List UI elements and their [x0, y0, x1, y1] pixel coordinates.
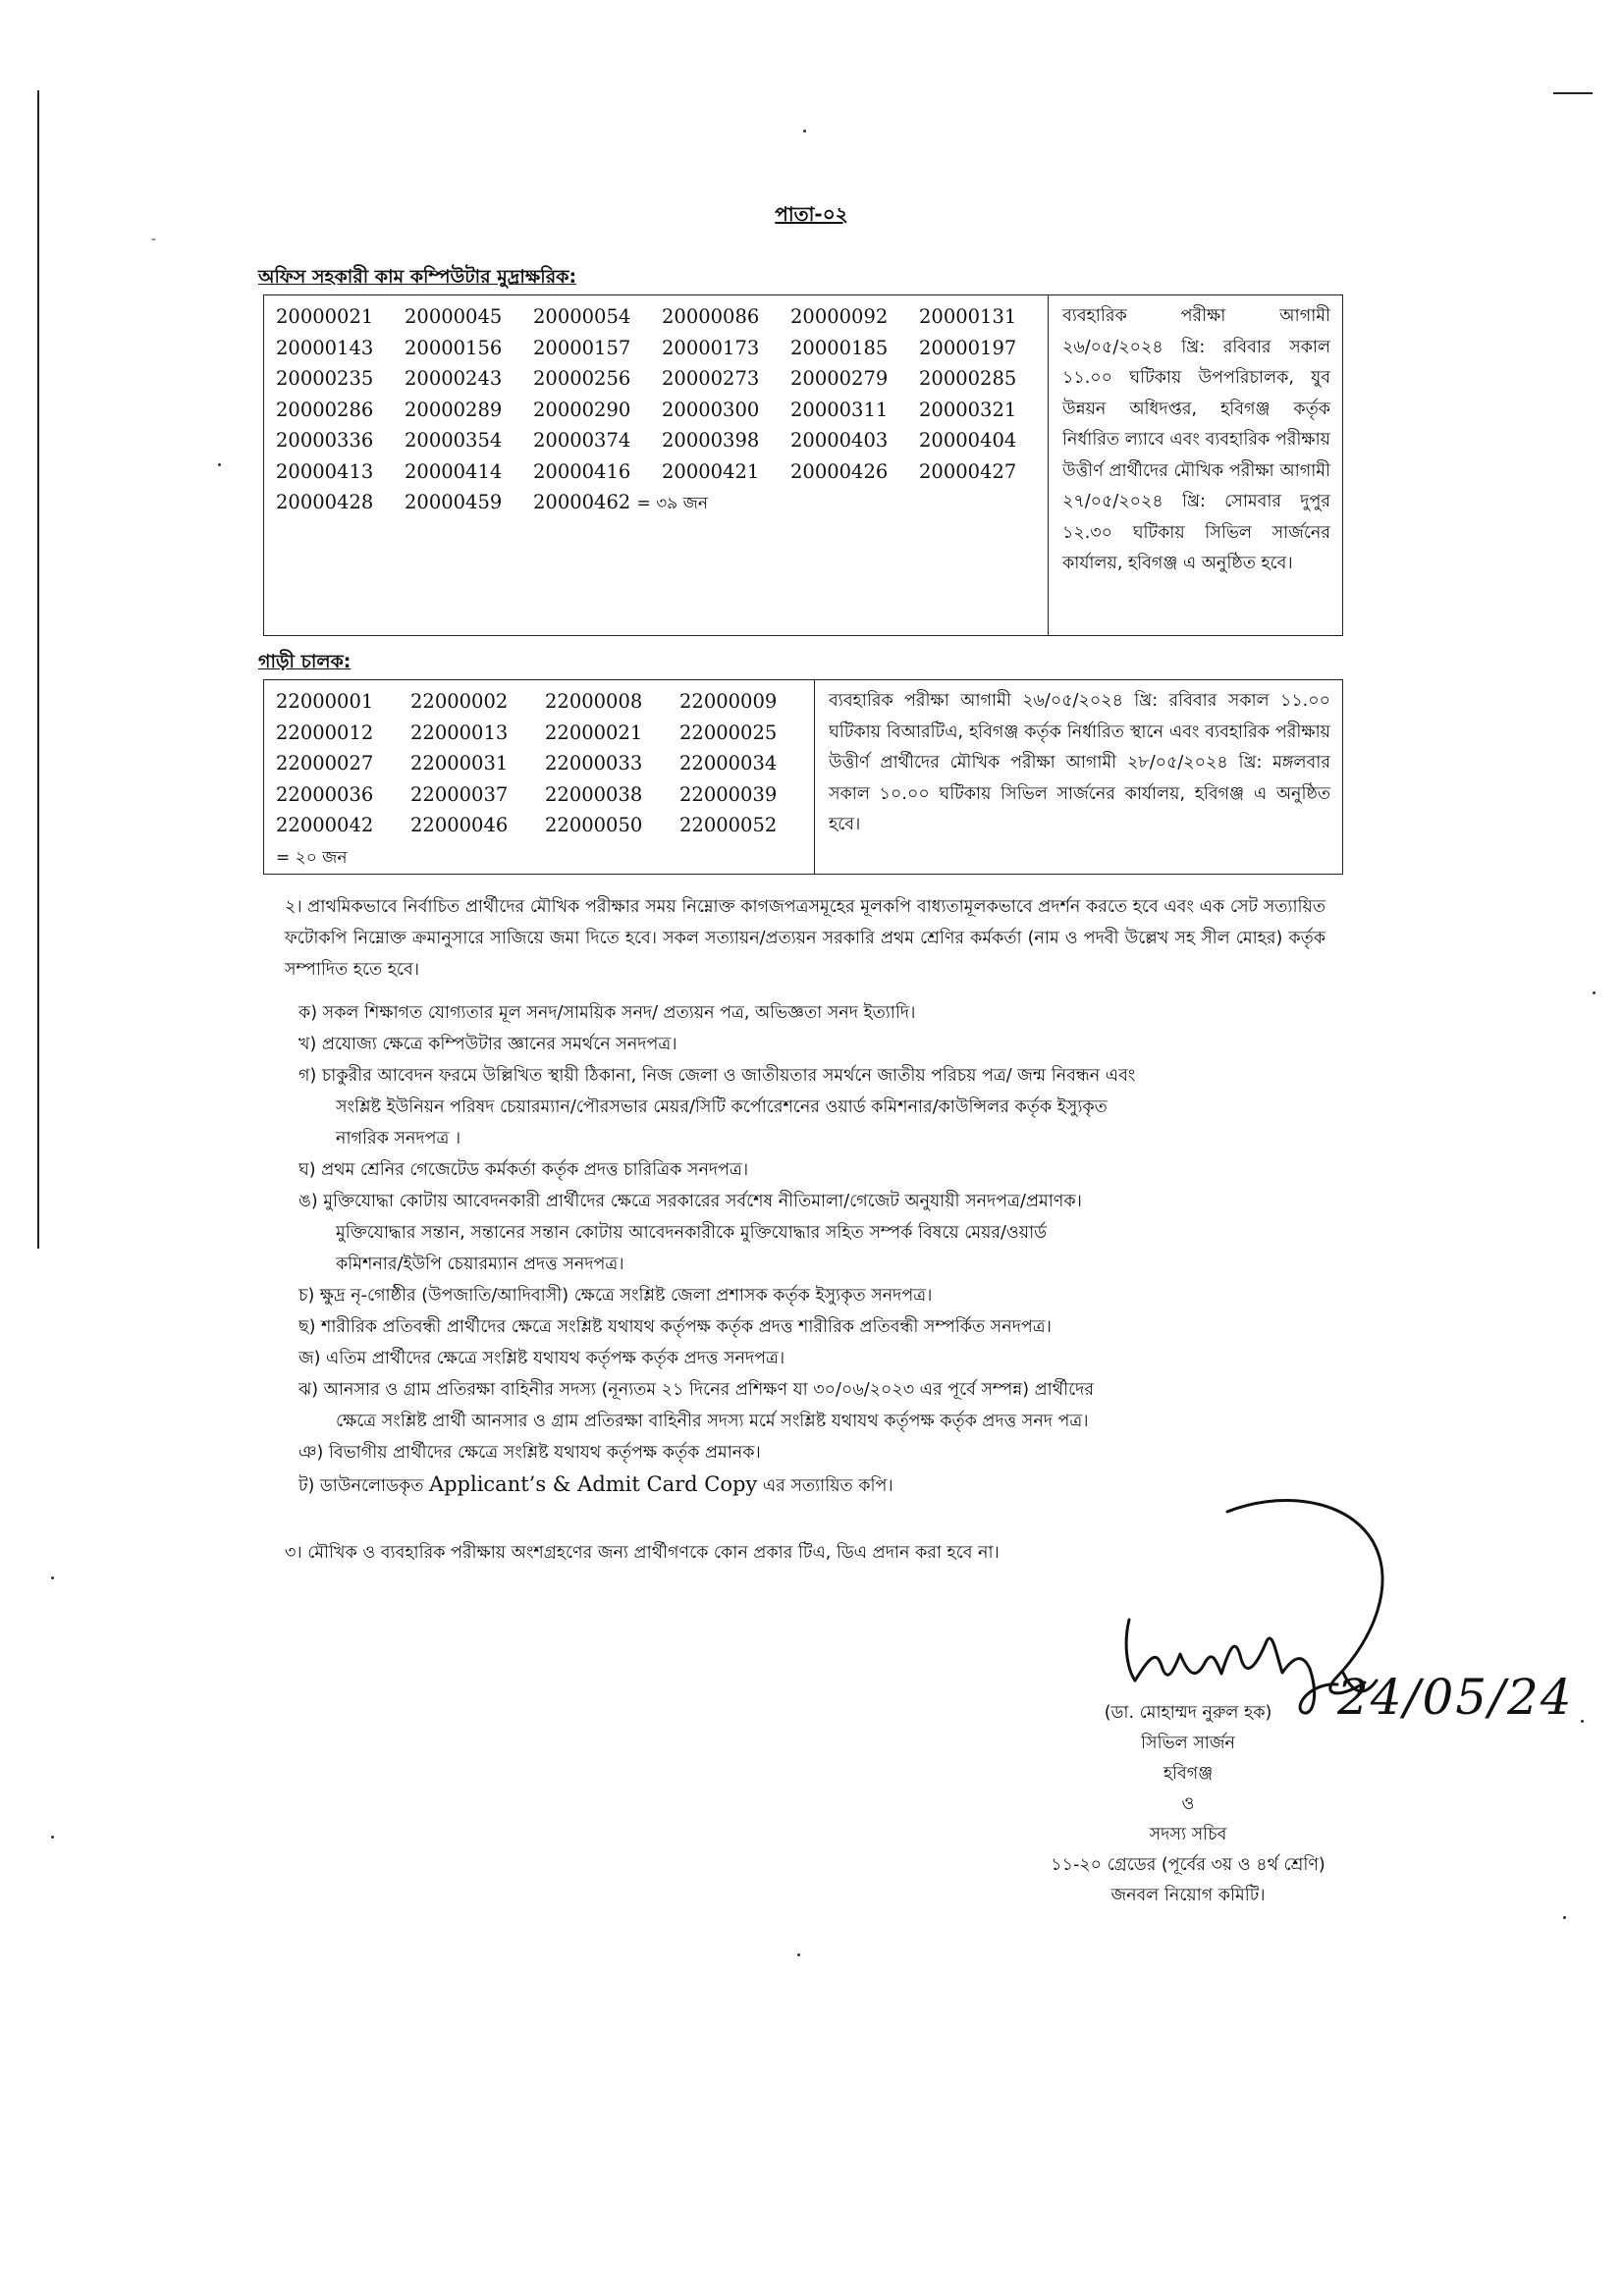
handwritten-date: 24/05/24 — [1337, 1669, 1574, 1726]
documents-instruction-paragraph: ২। প্রাথমিকভাবে নির্বাচিত প্রার্থীদের মৌখিক পরীক্ষার সময় নিম্নোক্ত কাগজপত্রসমূহের মূলকপি বাধ্যতামূলকভাবে প্রদর্শন করতে হবে এবং এক সেট সত্যায়িত ফটোকপি নিম্নোক্ত ক্রমানুসারে সাজিয়ে জমা দিতে হবে। সকল সত্যায়ন/প্রত্যয়ন সরকারি প্রথম শ্রেণির কর্মকর্তা (নাম ও পদবী উল্লেখ সহ সীল মোহর) কর্তৃক সম্পাদিত হতে হবে। — [285, 897, 1325, 980]
roll-number: 20000374 — [533, 429, 631, 452]
roll-number: 20000311 — [790, 398, 889, 421]
roll-number: 22000002 — [410, 690, 509, 713]
schedule-note-cell — [815, 680, 1343, 875]
roll-number: 20000143 — [276, 336, 374, 359]
roll-number: 22000021 — [545, 721, 643, 744]
driver-table — [263, 679, 1343, 875]
roll-row — [276, 395, 1048, 426]
roll-number: 20000428 — [276, 491, 374, 513]
candidate-count: = ৩৯ জন — [636, 494, 708, 513]
roll-number: 20000300 — [662, 398, 760, 421]
office-assistant-table — [263, 294, 1343, 636]
signatory-office: হবিগঞ্জ — [1163, 1764, 1214, 1784]
list-item-suffix: এর সত্যায়িত কপি। — [762, 1476, 893, 1496]
roll-number: 20000021 — [276, 305, 374, 328]
scan-speck — [218, 463, 221, 466]
list-item: ঙ) মুক্তিযোদ্ধা কোটায় আবেদনকারী প্রার্থীদের ক্ষেত্রে সরকারের সর্বশেষ নীতিমালা/গেজেট অনুযায়ী সনদপত্র/প্রমাণক। — [298, 1192, 1082, 1211]
roll-number: 22000034 — [679, 752, 778, 774]
roll-number: 22000038 — [545, 782, 643, 806]
roll-number: 22000031 — [410, 752, 509, 774]
scan-speck — [51, 1576, 54, 1579]
page-title-text: পাতা-০২ — [775, 202, 848, 226]
roll-number: 20000156 — [405, 336, 503, 359]
roll-number: 20000235 — [276, 367, 374, 390]
scan-speck — [51, 1836, 54, 1839]
roll-number: 22000013 — [410, 721, 509, 744]
roll-number: 20000256 — [533, 367, 631, 390]
roll-row — [276, 301, 1048, 333]
roll-number: 22000008 — [545, 690, 643, 713]
roll-number: 20000459 — [405, 491, 503, 513]
scan-speck — [1563, 1916, 1566, 1919]
roll-number: 20000086 — [662, 305, 760, 328]
roll-number: 22000027 — [276, 752, 374, 774]
roll-row — [276, 487, 1048, 520]
roll-number: 20000092 — [790, 305, 889, 328]
roll-number: 20000427 — [919, 459, 1017, 483]
schedule-note: ব্যবহারিক পরীক্ষা আগামী ২৬/০৫/২০২৪ খ্রি: রবিবার সকাল ১১.০০ ঘটিকায় উপপরিচালক, যুব উন্নয়ন অধিদপ্তর, হবিগঞ্জ কর্তৃক নির্ধারিত ল্যাবে এবং ব্যবহারিক পরীক্ষায় উত্তীর্ণ প্রার্থীদের মৌখিক পরীক্ষা আগামী ২৭/০৫/২০২৪ খ্রি: সোমবার দুপুর ১২.৩০ ঘটিকায় সিভিল সার্জনের কার্যালয়, হবিগঞ্জ এ অনুষ্ঠিত হবে। — [1062, 306, 1330, 573]
list-item: ঞ) বিভাগীয় প্রার্থীদের ক্ষেত্রে সংশ্লিষ্ট যথাযথ কর্তৃপক্ষ কর্তৃক প্রমানক। — [298, 1443, 761, 1463]
signatory-committee: জনবল নিয়োগ কমিটি। — [1110, 1886, 1266, 1905]
scan-speck — [1593, 991, 1596, 994]
scan-speck — [797, 1953, 800, 1956]
list-item-english-text: Applicant’s & Admit Card Copy — [428, 1472, 758, 1496]
signatory-title: সিভিল সার্জন — [1141, 1734, 1235, 1753]
list-item: খ) প্রযোজ্য ক্ষেত্রে কম্পিউটার জ্ঞানের সমর্থনে সনদপত্র। — [298, 1035, 677, 1054]
required-documents-list — [298, 997, 1325, 1502]
roll-number: 20000273 — [662, 367, 760, 390]
roll-number: 20000286 — [276, 398, 374, 421]
roll-number: 20000243 — [405, 367, 503, 390]
roll-number: 20000185 — [790, 336, 889, 359]
roll-number: 22000037 — [410, 782, 509, 806]
roll-number: 22000052 — [679, 814, 778, 836]
roll-row — [276, 841, 814, 875]
roll-number: 20000321 — [919, 398, 1017, 421]
list-item: ঝ) আনসার ও গ্রাম প্রতিরক্ষা বাহিনীর সদস্য (নূন্যতম ২১ দিনের প্রশিক্ষণ যা ৩০/০৬/২০২৩ এর পূর্বে সম্পন্ন) প্রার্থীদের — [298, 1380, 1094, 1400]
roll-row — [276, 686, 814, 718]
list-item-continuation: কমিশনার/ইউপি চেয়ারম্যান প্রদত্ত সনদপত্র। — [336, 1255, 624, 1274]
schedule-note-cell — [1049, 295, 1343, 636]
list-item-prefix: ট) ডাউনলোডকৃত — [298, 1476, 424, 1496]
roll-row — [276, 333, 1048, 364]
roll-number-list — [264, 680, 814, 874]
roll-number: 20000131 — [919, 305, 1017, 328]
left-margin-line — [37, 90, 39, 1249]
roll-number: 20000403 — [790, 429, 889, 452]
scan-speck — [803, 130, 806, 133]
roll-number: 20000354 — [405, 429, 503, 452]
roll-number: 22000039 — [679, 782, 778, 806]
roll-number: 20000426 — [790, 459, 889, 483]
section-heading-driver: গাড়ী চালক: — [258, 651, 352, 672]
roll-number: 20000289 — [405, 398, 503, 421]
roll-number: 20000157 — [533, 336, 631, 359]
roll-number: 20000290 — [533, 398, 631, 421]
list-item-continuation: সংশ্লিষ্ট ইউনিয়ন পরিষদ চেয়ারম্যান/পৌরসভার মেয়র/সিটি কর্পোরেশনের ওয়ার্ড কমিশনার/কাউন্সিলর কর্তৃক ইস্যুকৃত — [336, 1097, 1108, 1117]
roll-number-list — [264, 295, 1048, 520]
roll-number: 22000036 — [276, 782, 374, 806]
list-item-continuation: মুক্তিযোদ্ধার সন্তান, সন্তানের সন্তান কোটায় আবেদনকারীকে মুক্তিযোদ্ধার সহিত সম্পর্ক বিষয়ে মেয়র/ওয়ার্ড — [336, 1223, 1048, 1243]
signatory-name: (ডা. মোহাম্মদ নুরুল হক) — [1104, 1703, 1272, 1723]
roll-numbers-cell — [264, 295, 1049, 636]
roll-number: 22000025 — [679, 721, 778, 744]
roll-number: 22000001 — [276, 690, 374, 713]
roll-row — [276, 748, 814, 779]
roll-row — [276, 779, 814, 811]
roll-row — [276, 810, 814, 841]
roll-number: 20000197 — [919, 336, 1017, 359]
roll-number: 20000173 — [662, 336, 760, 359]
roll-row — [276, 363, 1048, 395]
scan-mark: - — [151, 232, 157, 247]
section-heading-office-assistant: অফিস সহকারী কাম কম্পিউটার মুদ্রাক্ষরিক: — [258, 266, 577, 288]
roll-number: 20000398 — [662, 429, 760, 452]
roll-number: 20000421 — [662, 459, 760, 483]
roll-row — [276, 456, 1048, 488]
roll-row — [276, 425, 1048, 456]
list-item: গ) চাকুরীর আবেদন ফরমে উল্লিখিত স্থায়ী ঠিকানা, নিজ জেলা ও জাতীয়তার সমর্থনে জাতীয় পরিচয় পত্র/ জন্ম নিবন্ধন এবং — [298, 1066, 1136, 1086]
roll-number: 20000045 — [405, 305, 503, 328]
roll-number: 20000054 — [533, 305, 631, 328]
signature-block — [1021, 1698, 1355, 1911]
roll-number: 20000285 — [919, 367, 1017, 390]
roll-number: 20000462 — [533, 491, 631, 513]
candidate-count: = ২০ জন — [276, 847, 348, 868]
roll-numbers-cell — [264, 680, 815, 875]
signatory-role: সদস্য সচিব — [1149, 1825, 1227, 1844]
roll-number: 22000050 — [545, 814, 643, 836]
signatory-conjunction: ও — [1181, 1794, 1195, 1814]
roll-number: 20000404 — [919, 429, 1017, 452]
list-item: ছ) শারীরিক প্রতিবন্ধী প্রার্থীদের ক্ষেত্রে সংশ্লিষ্ট যথাযথ কর্তৃপক্ষ কর্তৃক প্রদত্ত শারীরিক প্রতিবন্ধী সম্পর্কিত সনদপত্র। — [298, 1317, 1052, 1337]
list-item: ক) সকল শিক্ষাগত যোগ্যতার মূল সনদ/সাময়িক সনদ/ প্রত্যয়ন পত্র, অভিজ্ঞতা সনদ ইত্যাদি। — [298, 1003, 916, 1023]
roll-row — [276, 718, 814, 749]
corner-dash — [1553, 92, 1593, 94]
list-item-continuation: ক্ষেত্রে সংশ্লিষ্ট প্রার্থী আনসার ও গ্রাম প্রতিরক্ষা বাহিনীর সদস্য মর্মে সংশ্লিষ্ট যথাযথ কর্তৃপক্ষ কর্তৃক প্রদত্ত সনদ পত্র। — [336, 1412, 1089, 1431]
list-item-continuation: নাগরিক সনদপত্র । — [336, 1129, 461, 1148]
list-item: জ) এতিম প্রার্থীদের ক্ষেত্রে সংশ্লিষ্ট যথাযথ কর্তৃপক্ষ কর্তৃক প্রদত্ত সনদপত্র। — [298, 1349, 785, 1368]
list-item: ঘ) প্রথম শ্রেনির গেজেটেড কর্মকর্তা কর্তৃক প্রদত্ত চারিত্রিক সনদপত্র। — [298, 1160, 749, 1180]
ta-da-notice-paragraph: ৩। মৌখিক ও ব্যবহারিক পরীক্ষায় অংশগ্রহণের জন্য প্রার্থীগণকে কোন প্রকার টিএ, ডিএ প্রদান করা হবে না। — [285, 1543, 1000, 1563]
roll-number: 22000046 — [410, 814, 509, 836]
page-title — [0, 200, 1623, 233]
roll-number: 22000009 — [679, 690, 778, 713]
schedule-note: ব্যবহারিক পরীক্ষা আগামী ২৬/০৫/২০২৪ খ্রি: রবিবার সকাল ১১.০০ ঘটিকায় বিআরটিএ, হবিগঞ্জ কর্তৃক নির্ধারিত স্থানে এবং ব্যবহারিক পরীক্ষায় উত্তীর্ণ প্রার্থীদের মৌখিক পরীক্ষা আগামী ২৮/০৫/২০২৪ খ্রি: মঙ্গলবার সকাল ১০.০০ ঘটিকায় সিভিল সার্জনের কার্যালয়, হবিগঞ্জ এ অনুষ্ঠিত হবে। — [829, 691, 1330, 834]
scan-speck — [1581, 1720, 1584, 1723]
roll-number: 22000033 — [545, 752, 643, 774]
roll-number: 20000416 — [533, 459, 631, 483]
roll-number: 20000279 — [790, 367, 889, 390]
roll-number: 22000012 — [276, 721, 374, 744]
roll-number: 22000042 — [276, 814, 374, 836]
roll-number: 20000413 — [276, 459, 374, 483]
roll-number: 20000414 — [405, 459, 503, 483]
list-item: চ) ক্ষুদ্র নৃ-গোষ্ঠীর (উপজাতি/আদিবাসী) ক্ষেত্রে সংশ্লিষ্ট জেলা প্রশাসক কর্তৃক ইস্যুকৃত সনদপত্র। — [298, 1286, 933, 1306]
signatory-grade: ১১-২০ গ্রেডের (পূর্বের ৩য় ও ৪র্থ শ্রেণি) — [1051, 1855, 1325, 1875]
roll-number: 20000336 — [276, 429, 374, 452]
